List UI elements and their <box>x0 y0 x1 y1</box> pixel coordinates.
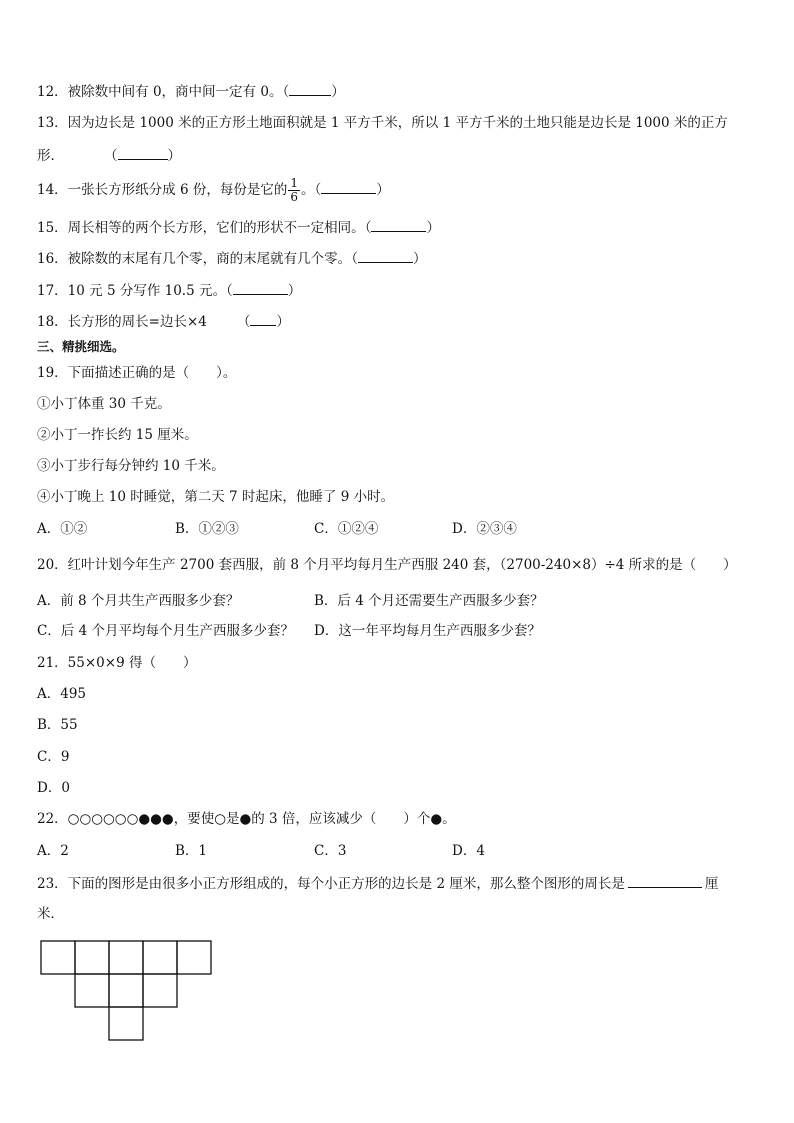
question-20-stem: 20．红叶计划今年生产 2700 套西服，前 8 个月平均每月生产西服 240 套，（2700-240×8）÷4 所求的是（ ） <box>37 557 737 573</box>
question-19-item-2: ②小丁一拃长约 15 厘米。 <box>37 427 198 443</box>
grid-square <box>143 941 177 974</box>
paren-open: （ <box>364 220 372 236</box>
question-22-option-b[interactable]: B．1 <box>175 843 208 859</box>
grid-square <box>75 974 109 1007</box>
question-23-text: 23．下面的图形是由很多小正方形组成的，每个小正方形的边长是 2 厘米，那么整个图形的周长是 <box>37 876 625 892</box>
question-19-option-b[interactable]: B．①②③ <box>175 521 239 537</box>
fraction-denominator: 6 <box>290 190 298 204</box>
grid-square <box>109 1007 143 1040</box>
grid-square <box>41 941 75 974</box>
question-15-text: 15．周长相等的两个长方形，它们的形状不一定相同。 <box>37 220 365 236</box>
question-21-option-d[interactable]: D．0 <box>37 780 70 796</box>
paren-open: （ <box>351 251 358 267</box>
question-23-line2: 米． <box>37 906 64 922</box>
question-21-option-a[interactable]: A．495 <box>37 686 87 702</box>
question-21-option-b[interactable]: B．55 <box>37 717 78 733</box>
section-3-title: 三、精挑细选。 <box>37 339 125 354</box>
paren-open: （ <box>282 84 290 100</box>
paren-close: ） <box>167 148 181 164</box>
question-14-text: 14．一张长方形纸分成 6 份，每份是它的 <box>37 182 288 198</box>
question-20-option-c[interactable]: C．后 4 个月平均每个月生产西服多少套？ <box>37 623 295 639</box>
question-22-option-d[interactable]: D．4 <box>452 843 485 859</box>
grid-square <box>143 974 177 1007</box>
question-19-item-1: ①小丁体重 30 千克。 <box>37 396 171 412</box>
grid-square <box>177 941 211 974</box>
question-22-option-a[interactable]: A．2 <box>37 843 69 859</box>
question-22-stem: 22．○○○○○○●●●，要使○是●的 3 倍，应该减少（ ）个●。 <box>37 811 456 827</box>
question-17-text: 17．10 元 5 分写作 10.5 元。 <box>37 283 226 299</box>
paren-open: （ <box>225 283 233 299</box>
question-21-stem: 21．55×0×9 得（ ） <box>37 655 197 671</box>
paren-close: ） <box>276 314 290 330</box>
question-19-option-a[interactable]: A．①② <box>37 521 88 537</box>
question-20-option-b[interactable]: B．后 4 个月还需要生产西服多少套？ <box>314 593 544 609</box>
question-23-unit-part: 厘 <box>704 876 719 892</box>
paren-open: （ <box>314 182 322 198</box>
question-19-item-4: ④小丁晚上 10 时睡觉，第二天 7 时起床，他睡了 9 小时。 <box>37 489 395 505</box>
question-20-option-d[interactable]: D．这一年平均每月生产西服多少套？ <box>314 623 541 639</box>
paren-open: （ <box>104 148 118 164</box>
question-19-option-d[interactable]: D．②③④ <box>452 521 517 537</box>
question-21-option-c[interactable]: C．9 <box>37 749 70 765</box>
question-12-text: 12．被除数中间有 0，商中间一定有 0。 <box>37 84 283 100</box>
paren-close: ） <box>426 220 440 236</box>
paren-close: ） <box>331 84 345 100</box>
grid-square <box>75 941 109 974</box>
question-19-item-3: ③小丁步行每分钟约 10 千米。 <box>37 458 225 474</box>
question-16-text: 16．被除数的末尾有几个零，商的末尾就有几个零。 <box>37 251 352 267</box>
grid-square <box>109 941 143 974</box>
question-19-option-c[interactable]: C．①②④ <box>314 521 379 537</box>
paren-close: ） <box>287 283 302 299</box>
question-19-stem: 19．下面描述正确的是（ ）。 <box>37 365 237 381</box>
paren-open: （ <box>236 314 251 330</box>
question-13-line1: 13．因为边长是 1000 米的正方形土地面积就是 1 平方千米，所以 1 平方千米的土地只能是边长是 1000 米的正方 <box>37 115 728 131</box>
paren-close: ） <box>376 182 390 198</box>
paren-close: ） <box>412 251 427 267</box>
question-14-period: 。 <box>301 182 315 198</box>
question-18-text: 18．长方形的周长=边长×4 <box>37 314 207 330</box>
question-20-option-a[interactable]: A．前 8 个月共生产西服多少套？ <box>37 593 240 609</box>
question-13-text: 形． <box>37 148 64 164</box>
question-22-option-c[interactable]: C．3 <box>314 843 347 859</box>
fraction-numerator: 1 <box>290 176 298 190</box>
grid-square <box>109 974 143 1007</box>
